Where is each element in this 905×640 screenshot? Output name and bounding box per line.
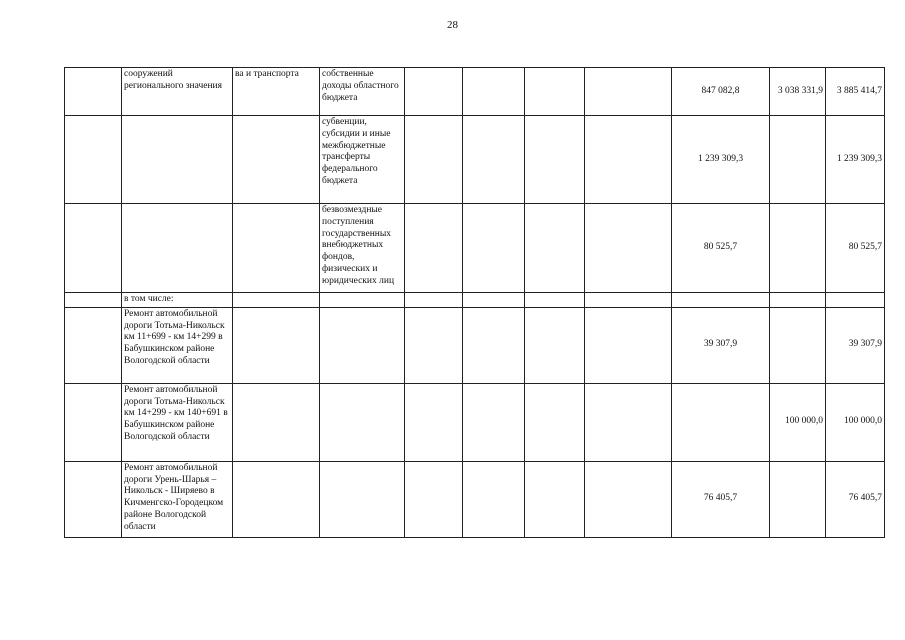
value-cell-col10: 3 038 331,9 bbox=[770, 68, 826, 116]
table-row bbox=[65, 293, 885, 308]
value-cell-col10 bbox=[770, 116, 826, 204]
row-name-cell: Ремонт автомобильной дороги Тотьма-Никольск км 14+299 - км 140+691 в Бабушкинском районе Вологодской области bbox=[122, 383, 233, 461]
value-cell-col10: 100 000,0 bbox=[770, 383, 826, 461]
value-cell-col9: 76 405,7 bbox=[672, 461, 770, 537]
row-name-cell bbox=[122, 204, 233, 293]
value-cell-col9 bbox=[672, 383, 770, 461]
value-cell-col11 bbox=[826, 293, 885, 308]
source-cell: субвенции, субсидии и иные межбюджетные трансферты федерального бюджета bbox=[320, 116, 405, 204]
value-cell-col10 bbox=[770, 293, 826, 308]
budget-table bbox=[64, 67, 885, 538]
table-row bbox=[65, 68, 885, 116]
table-row bbox=[65, 307, 885, 383]
row-name-cell bbox=[122, 116, 233, 204]
executor-cell bbox=[233, 461, 320, 537]
executor-cell bbox=[233, 293, 320, 308]
value-cell-col11: 1 239 309,3 bbox=[826, 116, 885, 204]
value-cell-col9: 80 525,7 bbox=[672, 204, 770, 293]
row-name-cell: Ремонт автомобильной дороги Урень-Шарья – Никольск - Ширяево в Кичменгско-Городецком районе Вологодской области bbox=[122, 461, 233, 537]
row-name-cell: Ремонт автомобильной дороги Тотьма-Никольск км 11+699 - км 14+299 в Бабушкинском районе Вологодской области bbox=[122, 307, 233, 383]
value-cell-col9: 39 307,9 bbox=[672, 307, 770, 383]
executor-cell bbox=[233, 116, 320, 204]
executor-cell bbox=[233, 383, 320, 461]
page-number: 28 bbox=[447, 19, 458, 31]
value-cell-col10 bbox=[770, 307, 826, 383]
value-cell-col11: 39 307,9 bbox=[826, 307, 885, 383]
executor-cell bbox=[233, 204, 320, 293]
source-cell bbox=[320, 461, 405, 537]
value-cell-col10 bbox=[770, 204, 826, 293]
value-cell-col9 bbox=[672, 293, 770, 308]
table-row bbox=[65, 116, 885, 204]
source-cell: безвозмездные поступления государственных внебюджетных фондов, физических и юридических лиц bbox=[320, 204, 405, 293]
table-row bbox=[65, 383, 885, 461]
value-cell-col11: 80 525,7 bbox=[826, 204, 885, 293]
executor-cell: ва и транспорта bbox=[233, 68, 320, 116]
value-cell-col11: 76 405,7 bbox=[826, 461, 885, 537]
executor-cell bbox=[233, 307, 320, 383]
table-row bbox=[65, 461, 885, 537]
row-name-cell: сооружений регионального значения bbox=[122, 68, 233, 116]
source-cell bbox=[320, 383, 405, 461]
value-cell-col9: 1 239 309,3 bbox=[672, 116, 770, 204]
source-cell bbox=[320, 307, 405, 383]
value-cell-col10 bbox=[770, 461, 826, 537]
source-cell bbox=[320, 293, 405, 308]
value-cell-col11: 3 885 414,7 bbox=[826, 68, 885, 116]
row-name-cell: в том числе: bbox=[122, 293, 233, 308]
value-cell-col9: 847 082,8 bbox=[672, 68, 770, 116]
value-cell-col11: 100 000,0 bbox=[826, 383, 885, 461]
source-cell: собственные доходы областного бюджета bbox=[320, 68, 405, 116]
table-row bbox=[65, 204, 885, 293]
